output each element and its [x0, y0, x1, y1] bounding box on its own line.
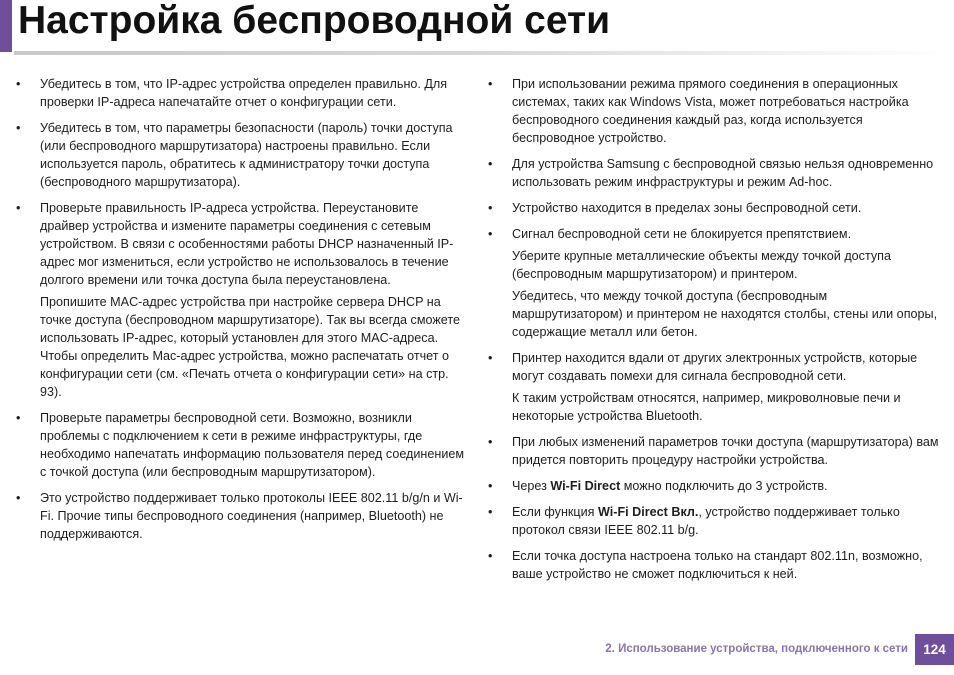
bullet-text: [512, 477, 940, 495]
list-item: [16, 75, 468, 111]
bullet-text: [512, 547, 940, 583]
bullet-marker: •: [488, 201, 493, 215]
list-item: [16, 409, 468, 481]
bullet-marker: •: [488, 157, 493, 171]
bullet-text: [512, 155, 940, 191]
text-run: Убедитесь в том, что IP-адрес устройства определен правильно. Для проверки IP-адреса напечатайте отчет о конфигурации сети.: [40, 77, 448, 109]
list-item: [16, 119, 468, 191]
bullet-subparagraph: [512, 247, 940, 283]
list-item: [16, 199, 468, 401]
text-run: можно подключить до 3 устройств.: [620, 479, 828, 493]
bullet-text: [40, 489, 468, 543]
list-item: [488, 349, 940, 425]
text-run: При использовании режима прямого соединения в операционных системах, таких как Windows Vista, может потребоваться настройка беспроводного соединения каждый раз, когда используется беспроводное устройство.: [512, 77, 909, 145]
bold-term: Wi-Fi Direct Вкл.: [598, 505, 699, 519]
text-run: Проверьте параметры беспроводной сети. Возможно, возникли проблемы с подключением к сети в режиме инфраструктуры, где необходимо напечатать информацию пользователя перед соединением с точкой доступа (или беспроводным маршрутизатором).: [40, 411, 465, 479]
bullet-text: [512, 433, 940, 469]
bold-term: Wi-Fi Direct: [550, 479, 621, 493]
bullet-text: [512, 225, 940, 243]
bullet-text: [40, 199, 468, 289]
bullet-marker: •: [488, 479, 493, 493]
text-run: Принтер находится вдали от других электронных устройств, которые могут создавать помехи для сигнала беспроводной сети.: [512, 351, 918, 383]
bullet-marker: •: [16, 77, 21, 91]
page-title: Настройка беспроводной сети: [18, 0, 611, 42]
bullet-marker: •: [488, 435, 493, 449]
bullet-marker: •: [16, 411, 21, 425]
text-run: Если функция: [512, 505, 598, 519]
text-run: При любых изменений параметров точки доступа (маршрутизатора) вам придется повторить процедуру настройки устройства.: [512, 435, 939, 467]
bullet-text: [40, 119, 468, 191]
list-item: [488, 547, 940, 583]
list-item: [488, 477, 940, 495]
text-run: Проверьте правильность IP-адреса устройства. Переустановите драйвер устройства и измените параметры соединения с сетевым устройством. В связи с особенностями работы DHCP назначенный IP-адрес мог измениться, если устройство не использовалось в течение долгого времени или точка доступа была переустановлена.: [40, 201, 454, 287]
bullet-subparagraph: [512, 287, 940, 341]
bullet-marker: •: [488, 505, 493, 519]
bullet-marker: •: [16, 121, 21, 135]
footer-chapter-label: 2. Использование устройства, подключенного к сети: [605, 643, 908, 655]
page-number-badge: 124: [915, 634, 954, 665]
list-item: [16, 489, 468, 543]
bullet-marker: •: [488, 227, 493, 241]
bullet-marker: •: [16, 201, 21, 215]
bullet-marker: •: [488, 549, 493, 563]
bullet-text: [512, 75, 940, 147]
bullet-text: [512, 503, 940, 539]
list-item: [488, 75, 940, 147]
title-accent-bar: [0, 0, 12, 52]
bullet-marker: •: [488, 77, 493, 91]
text-run: Уберите крупные металлические объекты между точкой доступа (беспроводным маршрутизатором) и принтером.: [512, 249, 891, 281]
bullet-subparagraph: [512, 389, 940, 425]
text-run: К таким устройствам относятся, например, микроволновые печи и некоторые устройства Bluetooth.: [512, 391, 901, 423]
bullet-text: [512, 199, 940, 217]
list-item: [488, 503, 940, 539]
text-run: Если точка доступа настроена только на стандарт 802.11n, возможно, ваше устройство не сможет подключиться к ней.: [512, 549, 923, 581]
text-run: Пропишите MAC-адрес устройства при настройке сервера DHCP на точке доступа (беспроводном маршрутизаторе). Так вы всегда сможете использовать IP-адрес, который установлен для этого MAC-адреса. Чтобы определить Mac-адрес устройства, можно распечатать отчет о конфигурации сети (см. «Печать отчета о конфигурации сети» на стр. 93).: [40, 295, 461, 399]
text-run: Через: [512, 479, 551, 493]
list-item: [488, 225, 940, 341]
bullet-text: [40, 75, 468, 111]
list-item: [488, 199, 940, 217]
bullet-subparagraph: [40, 293, 468, 401]
bullet-marker: •: [488, 351, 493, 365]
text-run: , устройство поддерживает только протокол связи IEEE 802.11 b/g.: [512, 505, 900, 537]
list-item: [488, 155, 940, 191]
bullet-text: [40, 409, 468, 481]
text-run: Для устройства Samsung с беспроводной связью нельзя одновременно использовать режим инфраструктуры и режим Ad-hoc.: [512, 157, 934, 189]
bullet-text: [512, 349, 940, 385]
title-divider: [14, 51, 954, 55]
text-run: Убедитесь, что между точкой доступа (беспроводным маршрутизатором) и принтером не находятся столбы, стены или опоры, содержащие металл или бетон.: [512, 289, 938, 339]
text-run: Убедитесь в том, что параметры безопасности (пароль) точки доступа (или беспроводного маршрутизатора) настроены правильно. Если используется пароль, обратитесь к администратору точки доступа (беспроводного маршрутизатора).: [40, 121, 453, 189]
list-item: [488, 433, 940, 469]
right-column: [488, 75, 940, 591]
text-run: Это устройство поддерживает только протоколы IEEE 802.11 b/g/n и Wi-Fi. Прочие типы беспроводного соединения (например, Bluetooth) не поддерживаются.: [40, 491, 463, 541]
text-run: Устройство находится в пределах зоны беспроводной сети.: [512, 201, 862, 215]
bullet-marker: •: [16, 491, 21, 505]
text-run: Сигнал беспроводной сети не блокируется препятствием.: [512, 227, 852, 241]
left-column: [16, 75, 468, 551]
